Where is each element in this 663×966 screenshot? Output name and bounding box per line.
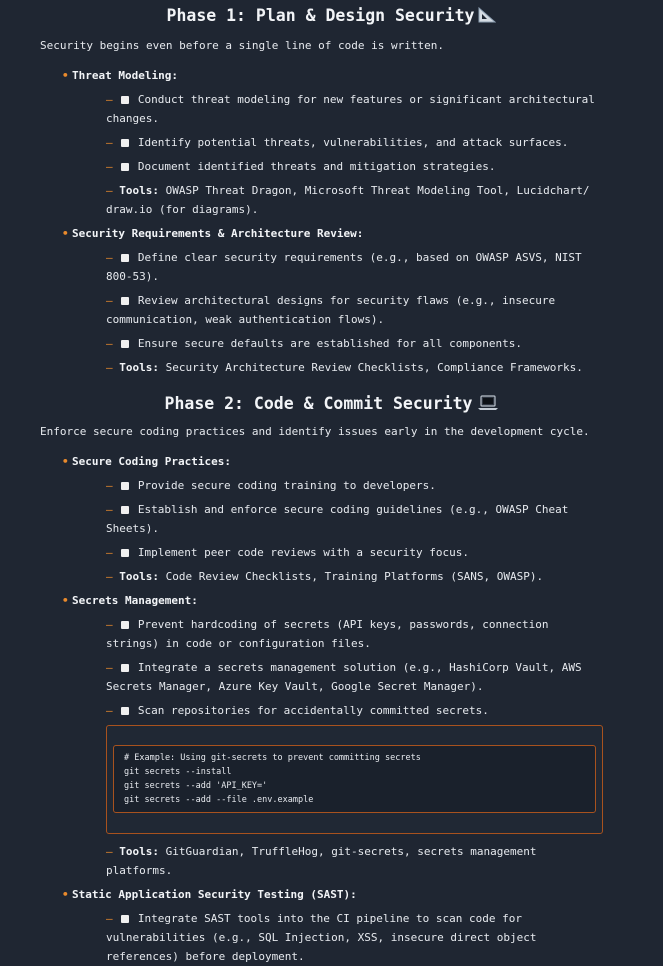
dash-icon: – — [106, 618, 120, 631]
item-list — [72, 90, 623, 219]
bullet-icon: • — [62, 69, 69, 82]
dash-icon: – — [106, 503, 120, 516]
dash-icon: – — [106, 160, 120, 173]
dash-icon: – — [106, 337, 120, 350]
category-label: Security Requirements & Architecture Review: — [72, 227, 364, 240]
category-secure-coding — [40, 452, 623, 586]
tools-item: – Tools: Security Architecture Review Checklists, Compliance Frameworks. — [106, 361, 583, 374]
dash-icon: – — [106, 93, 120, 106]
dash-icon: – — [106, 661, 120, 674]
tools-item: – Tools: OWASP Threat Dragon, Microsoft Threat Modeling Tool, Lucidchart/ draw.io (for diagrams). — [106, 184, 590, 216]
dash-icon: – — [106, 704, 120, 717]
code-content[interactable]: # Example: Using git-secrets to prevent committing secrets git secrets --install git secrets --add 'API_KEY=' git secrets --add --file .env.example — [113, 745, 596, 813]
list-item: – Prevent hardcoding of secrets (API keys, passwords, connection strings) in code or configuration files. — [106, 618, 549, 650]
triangular-ruler-icon — [478, 7, 496, 29]
list-item: – Define clear security requirements (e.g., based on OWASP ASVS, NIST 800-53). — [106, 251, 582, 283]
category-security-requirements — [40, 224, 623, 377]
dash-icon: – — [106, 251, 120, 264]
checkbox-icon[interactable] — [121, 96, 129, 104]
bullet-icon: • — [62, 594, 69, 607]
phase2-intro: Enforce secure coding practices and identify issues early in the development cycle. — [40, 425, 590, 438]
item-list — [72, 476, 623, 586]
list-item: – Establish and enforce secure coding guidelines (e.g., OWASP Cheat Sheets). — [106, 503, 569, 535]
category-secrets-management — [40, 591, 623, 880]
tools-item: – Tools: GitGuardian, TruffleHog, git-secrets, secrets management platforms. — [106, 845, 537, 877]
checkbox-icon[interactable] — [121, 340, 129, 348]
list-item: – Conduct threat modeling for new features or significant architectural changes. — [106, 93, 595, 125]
category-label: Threat Modeling: — [72, 69, 178, 82]
checkbox-icon[interactable] — [121, 707, 129, 715]
category-label: Static Application Security Testing (SAST): — [72, 888, 357, 901]
list-item: – Review architectural designs for security flaws (e.g., insecure communication, weak authentication flows). — [106, 294, 556, 326]
checkbox-icon[interactable] — [121, 482, 129, 490]
dash-icon: – — [106, 136, 120, 149]
list-item: – Implement peer code reviews with a security focus. — [106, 546, 470, 559]
tools-item: – Tools: Code Review Checklists, Training Platforms (SANS, OWASP). — [106, 570, 544, 583]
dash-icon: – — [106, 570, 120, 583]
dash-icon: – — [106, 361, 120, 374]
code-block — [106, 725, 603, 834]
laptop-icon — [478, 395, 498, 417]
checkbox-icon[interactable] — [121, 163, 129, 171]
checkbox-icon[interactable] — [121, 915, 129, 923]
category-label: Secrets Management: — [72, 594, 198, 607]
checkbox-icon[interactable] — [121, 549, 129, 557]
dash-icon: – — [106, 479, 120, 492]
phase2-title: Phase 2: Code & Commit Security — [40, 393, 623, 417]
list-item: – Document identified threats and mitigation strategies. — [106, 160, 496, 173]
checkbox-icon[interactable] — [121, 506, 129, 514]
item-list — [72, 248, 623, 377]
checkbox-icon[interactable] — [121, 621, 129, 629]
checkbox-icon[interactable] — [121, 139, 129, 147]
category-threat-modeling — [40, 66, 623, 219]
code-block-item — [106, 725, 603, 834]
list-item: – Integrate SAST tools into the CI pipeline to scan code for vulnerabilities (e.g., SQL Injection, XSS, insecure direct object references) before deployment. — [106, 912, 537, 963]
bullet-icon: • — [62, 455, 69, 468]
checkbox-icon[interactable] — [121, 297, 129, 305]
phase1-category-list — [40, 66, 623, 377]
dash-icon: – — [106, 912, 120, 925]
dash-icon: – — [106, 546, 120, 559]
dash-icon: – — [106, 184, 120, 197]
category-label: Secure Coding Practices: — [72, 455, 231, 468]
list-item: – Provide secure coding training to developers. — [106, 479, 436, 492]
list-item: – Scan repositories for accidentally committed secrets. — [106, 704, 489, 717]
phase1-title: Phase 1: Plan & Design Security — [40, 0, 623, 27]
bullet-icon: • — [62, 888, 69, 901]
category-sast — [40, 885, 623, 966]
dash-icon: – — [106, 294, 120, 307]
checkbox-icon[interactable] — [121, 664, 129, 672]
phase1-intro: Security begins even before a single line of code is written. — [40, 39, 444, 52]
item-list — [72, 615, 623, 880]
bullet-icon: • — [62, 227, 69, 240]
list-item: – Integrate a secrets management solution (e.g., HashiCorp Vault, AWS Secrets Manager, Azure Key Vault, Google Secret Manager). — [106, 661, 582, 693]
checkbox-icon[interactable] — [121, 254, 129, 262]
item-list — [72, 909, 623, 966]
list-item: – Ensure secure defaults are established for all components. — [106, 337, 522, 350]
phase2-category-list — [40, 452, 623, 966]
list-item: – Identify potential threats, vulnerabilities, and attack surfaces. — [106, 136, 569, 149]
dash-icon: – — [106, 845, 120, 858]
